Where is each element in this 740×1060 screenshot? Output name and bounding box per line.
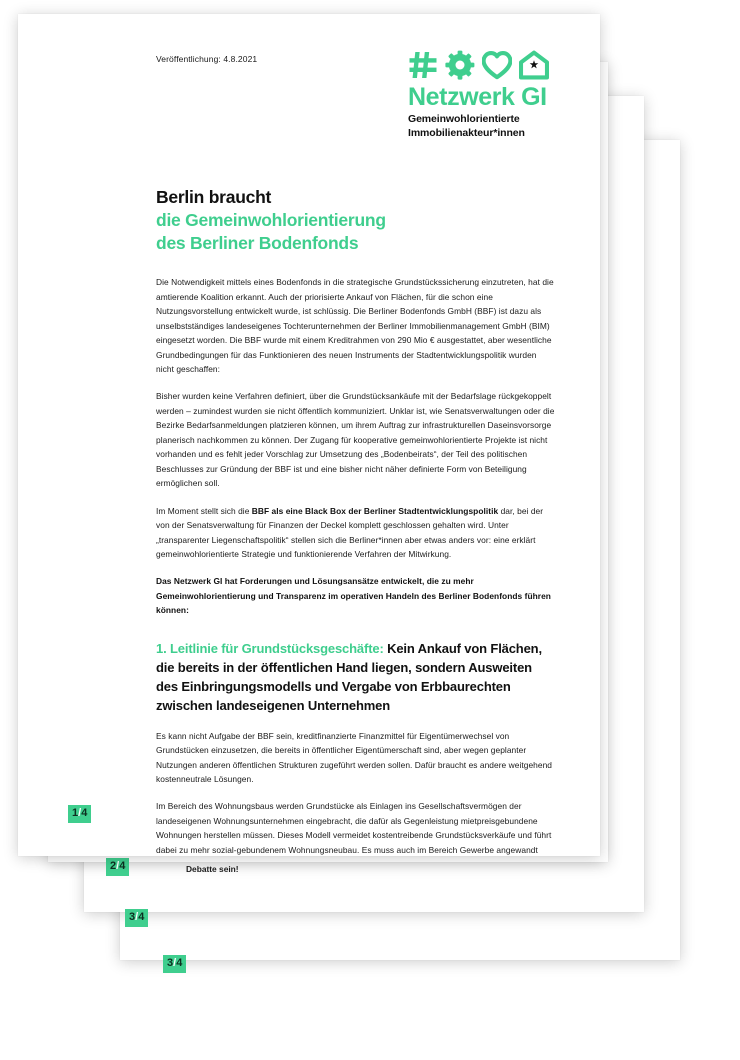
- page-badge-2-slash: /: [116, 860, 120, 872]
- paragraph-3-emphasis: BBF als eine Black Box der Berliner Stadtentwicklungspolitik: [251, 505, 499, 516]
- page-badge-3-total: 4: [138, 911, 145, 923]
- page-badge-4-slash: /: [173, 957, 177, 969]
- section-heading-1-lead: 1. Leitlinie für Grundstücksgeschäfte:: [156, 640, 384, 656]
- paragraph-6: Im Bereich des Wohnungsbaus werden Grundstücke als Einlagen ins Gesellschaftsvermögen der landeseigenen Wohnungsunternehmen eingebracht, die dafür als Gegenleistung mietpreisgebundene Wohnungen herstellen müssen. Dieses Modell vermeidet kostentreibende Grundstücksverkäufe und führt dabei zu mehr sozial-gebundenem Wohnungsneubau. Es muss auch im Bereich Gewerbe angewandt: [156, 801, 552, 855]
- section-heading-1: [156, 640, 556, 716]
- page-badge-4-current: 3: [167, 957, 174, 969]
- paragraph-3-prefix: Im Moment stellt sich die: [156, 505, 252, 516]
- logo-icon-row: [408, 48, 558, 82]
- page-badge-3: [125, 909, 148, 927]
- page-badge-1-total: 4: [81, 807, 88, 819]
- page-badge-3-slash: /: [135, 911, 139, 923]
- page-badge-3-current: 3: [129, 911, 136, 923]
- page-badge-2-total: 4: [119, 860, 126, 872]
- logo-wordmark: Netzwerk GI: [408, 83, 547, 111]
- page-badge-4-total: 4: [176, 957, 183, 969]
- paragraph-4: Das Netzwerk GI hat Forderungen und Lösungsansätze entwickelt, die zu mehr Gemeinwohlorientierung und Transparenz im operativen Handeln des Berliner Bodenfonds führen können:: [156, 576, 551, 616]
- heart-icon: [482, 50, 512, 80]
- publication-date: Veröffentlichung: 4.8.2021: [156, 54, 258, 64]
- page-sheet-1[interactable]: [18, 14, 600, 856]
- page-1-content: [18, 14, 600, 856]
- page-badge-4: [163, 955, 186, 973]
- paragraph-3: [156, 504, 556, 562]
- paragraph-1: Die Notwendigkeit mittels eines Bodenfonds in die strategische Grundstückssicherung einzutreten, hat die amtierende Koalition erkannt. Auch der priorisierte Ankauf von Flächen, für die schon eine Nutzungsvorstellung entwickelt wurde, ist schlüssig. Die Berliner Bodenfonds GmbH (BBF) ist dazu als unselbstständiges landeseigenes Tochterunternehmen der Berliner Immobilienmanagement GmbH (BIM) eingesetzt worden. Die BBF wurde mit einem Kreditrahmen von 290 Mio € ausgestattet, aber wesentliche Grundbedingungen für das Funktionieren des neuen Instruments der Stadtentwicklungspolitik wurden nicht geschaffen:: [156, 277, 554, 374]
- logo-block[interactable]: [408, 48, 558, 140]
- logo-subtitle-line-2: Immobilienakteur*innen: [408, 126, 525, 139]
- page-badge-1: [68, 805, 91, 823]
- page-2-visible-text: Debatte sein!: [186, 864, 239, 874]
- house-star-icon: [519, 50, 549, 80]
- page-badge-2-current: 2: [110, 860, 117, 872]
- paragraph-5: Es kann nicht Aufgabe der BBF sein, kreditfinanzierte Finanzmittel für Eigentümerwechsel von Grundstücken einzusetzen, die bereits in öffentlicher Eigentümerschaft sind, aber wegen geplanter Nutzungen anderen öffentlichen Strukturen zugeführt werden sollen. Dafür braucht es andere weitgehend kostenneutrale Lösungen.: [156, 730, 552, 784]
- page-title-line-3: des Berliner Bodenfonds: [156, 232, 359, 253]
- page-title-line-1: Berlin braucht: [156, 187, 272, 207]
- logo-subtitle: [408, 113, 558, 140]
- page-badge-1-current: 1: [72, 807, 79, 819]
- paragraph-3-suffix: dar, bei der von der Senatsverwaltung für Finanzen der Deckel komplett geschlossen gehalten wird. Unter „transparenter Liegenschaftspolitik“ stellen sich die Berliner*innen aber etwas anders vor: eine erklärt gemeinwohlorientierte Strategie und funktionierende Verfahren der Mitwirkung.: [156, 505, 544, 559]
- gear-icon: [445, 50, 475, 80]
- logo-subtitle-line-1: Gemeinwohlorientierte: [408, 113, 520, 126]
- masthead: [156, 48, 570, 160]
- hash-icon: [408, 50, 438, 80]
- page-title: [156, 186, 570, 254]
- page-title-line-2: die Gemeinwohlorientierung: [156, 209, 386, 230]
- page-badge-1-slash: /: [78, 807, 82, 819]
- page-badge-2: [106, 858, 129, 876]
- section-heading-1-rest: Kein Ankauf von Flächen, die bereits in der öffentlichen Hand liegen, sondern Ausweiten des Einbringungsmodells und Vergabe von Erbbaurechten zwischen landeseigenen Unternehmen: [156, 640, 542, 713]
- paragraph-2: Bisher wurden keine Verfahren definiert, über die Grundstücksankäufe mit der Bedarfslage rückgekoppelt werden – zumindest wurden sie nicht öffentlich kommuniziert. Unklar ist, wie Senatsverwaltungen oder die Bezirke Bedarfsanmeldungen platzieren können, um ihrem Auftrag zur infrastrukturellen Daseinsvorsorge planerisch nachkommen zu können. Der Zugang für kooperative gemeinwohlorientierte Projekte ist nicht vorhanden und es fehlt jeder Vorschlag zur Umsetzung des „Bodenbeirats“, der Teil des politischen Beschlusses zur Gründung der BBF ist und eine bisher nicht näher definierte Form von Beteiligung ermöglichen soll.: [156, 391, 555, 489]
